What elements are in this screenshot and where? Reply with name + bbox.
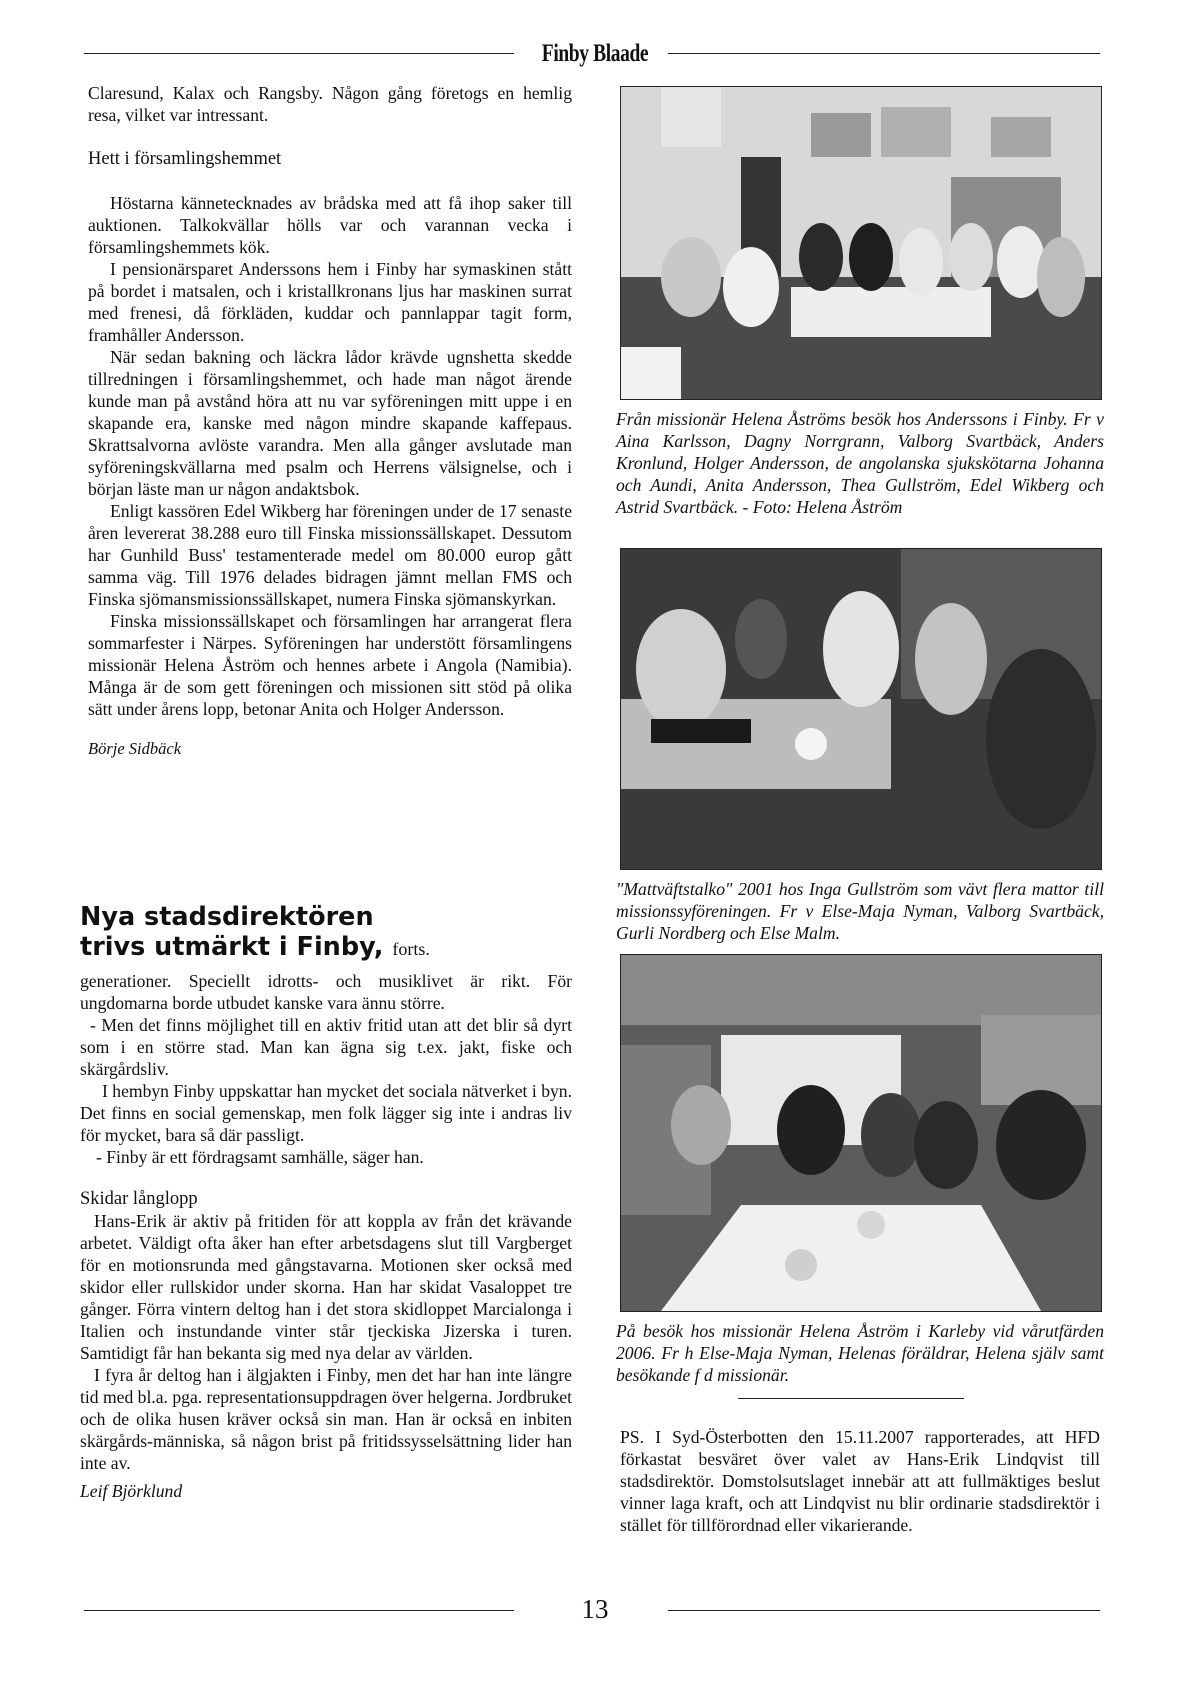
section-subhead: Hett i församlingshemmet [88,149,282,169]
publication-title: Finby Blaade [541,40,649,67]
photo-placeholder [621,87,1101,399]
photo-mattvaftstalko [620,548,1102,870]
paragraph: Enligt kassören Edel Wikberg har föreningen under de 17 senaste åren levererat 38.288 euro till Finska missionssällskapet. Dessutom har Gunhild Buss' testamenterade medel om 80.000 europ gått samma väg. Till 1976 delades bidragen jämnt mellan FMS och Finska sjömansmissionssällskapet, numera Finska sjömanskyrkan. [88,501,572,609]
continued-marker: forts. [392,939,430,959]
paragraph: generationer. Speciellt idrotts- och musiklivet är rikt. För ungdomarna borde utbudet kanske vara ännu större. [80,971,572,1013]
footer-rule-right [668,1610,1100,1611]
photo-placeholder [621,955,1101,1311]
headline-line-2: trivs utmärkt i Finby, [80,932,384,962]
paragraph: - Finby är ett fördragsamt samhälle, säger han. [96,1147,424,1167]
photo-caption: På besök hos missionär Helena Åström i Karleby vid vårutfärden 2006. Fr h Else-Maja Nyman, Helenas föräldrar, Helena själv samt besökande f d missionär. [616,1321,1104,1385]
paragraph: I fyra år deltog han i älgjakten i Finby, men det har han inte längre tid med bl.a. pga. representationsuppdragen över helgerna. Jordbruket och de olika husen kräver också sin man. Han är också en inbiten skärgårds-människa, så någon brist på fritidssysselsättning lider han inte av. [80,1365,572,1473]
paragraph: I pensionärsparet Anderssons hem i Finby har symaskinen stått på bordet i matsalen, och i kristallkronans ljus har maskinen surrat med frenesi, då förkläden, kuddar och pannlappar tagit form, framhåller Andersson. [88,259,572,345]
photo-caption: "Mattväftstalko" 2001 hos Inga Gullström som vävt flera mattor till missionssyföreningen. Fr v Else-Maja Nyman, Valborg Svartbäck, Gurli Nordberg och Else Malm. [616,879,1104,943]
paragraph: Hans-Erik är aktiv på fritiden för att koppla av från det krävande arbetet. Väldigt ofta åker han efter arbetsdagens slut till Vargberget för en motionsrunda med gångstavarna. Motionen sker också med skidor eller rullskidor under skorna. Han har skidat Vasaloppet tre gånger. Förra vintern deltog han i det stora skidloppet Marcialonga i Italien och instundande vinter står tjeckiska Jizerska i turen. Samtidigt får han bekanta sig med nya delar av världen. [80,1211,572,1363]
photo-anderssons-living-room [620,86,1102,400]
page-number: 13 [581,1594,609,1624]
photo-placeholder [621,549,1101,869]
photo-karleby-visit [620,954,1102,1312]
paragraph: Claresund, Kalax och Rangsby. Någon gång företogs en hemlig resa, vilket var intressant. [88,83,572,125]
paragraph: När sedan bakning och läckra lådor krävde ugnshetta skedde tillredningen i församlingshemmet, och hade man något ärende kunde man på avstånd höra att nu var syföreningen mitt uppe i en skapande era, kanske med någon mindre skapande kaffepaus. Skrattsalvorna avlöste varandra. Men alla gånger avslutade man syföreningskvällarna med psalm och Herrens välsignelse, och i början läste man ur någon andaktsbok. [88,347,572,499]
headline-line-1: Nya stadsdirektören [80,902,374,932]
header-rule-right [668,53,1100,54]
ps-text: PS. I Syd-Österbotten den 15.11.2007 rapporterades, att HFD förkastat besväret över valet av Hans-Erik Lindqvist till stadsdirektör. Domstolsutslaget innebär att att fullmäktiges beslut vinner laga kraft, och att Lindqvist nu blir ordinarie stadsdirektör i stället för tillförordnad eller vikarierande. [620,1427,1100,1535]
photo-caption: Från missionär Helena Åströms besök hos Anderssons i Finby. Fr v Aina Karlsson, Dagny Norrgrann, Valborg Svartbäck, Anders Kronlund, Holger Andersson, de angolanska sjukskötarna Johanna och Aundi, Anita Andersson, Thea Gullström, Edel Wikberg och Astrid Svartbäck. - Foto: Helena Åström [616,409,1104,517]
article-stadsdirektoren [80,902,572,1502]
section-subhead: Skidar långlopp [80,1189,198,1209]
author-signature: Leif Björklund [80,1481,183,1501]
author-signature: Börje Sidbäck [88,739,182,758]
article-continuation [88,82,572,760]
paragraph: Höstarna kännetecknades av brådska med att få ihop saker till auktionen. Talkokvällar hölls var och varannan vecka i församlingshemmets kök. [88,193,572,257]
article-headline [80,902,572,964]
paragraph: I hembyn Finby uppskattar han mycket det sociala nätverket i byn. Det finns en social gemenskap, men folk lägger sig inte i andras liv för mycket, bara så där passligt. [80,1081,572,1145]
paragraph: Finska missionssällskapet och församlingen har arrangerat flera sommarfester i Närpes. Syföreningen har understött församlingens missionär Helena Åström och hennes arbete i Angola (Namibia). Många är de som gett föreningen och missionen sitt stöd på olika sätt under årens lopp, betonar Anita och Holger Andersson. [88,611,572,719]
ps-note [620,1426,1100,1536]
caption-divider-rule [738,1398,964,1399]
paragraph: - Men det finns möjlighet till en aktiv fritid utan att det blir så dyrt som i en större stad. Man kan ägna sig t.ex. jakt, fiske och skärgårdsliv. [80,1015,572,1079]
